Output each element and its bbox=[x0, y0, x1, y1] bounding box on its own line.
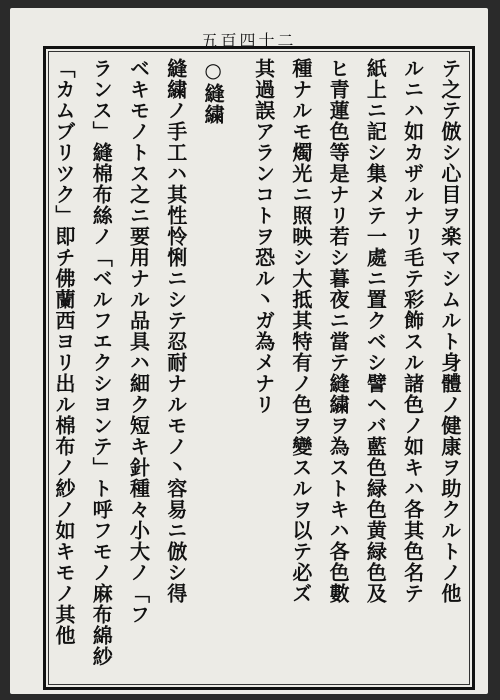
text-column-5: 種ナルモ燭光ニ照映シ大抵其特有ノ色ヲ變スルヲ以テ必ズ bbox=[288, 58, 313, 604]
text-column-3: 紙上ニ記シ集メテ一處ニ置クベシ譬ヘバ藍色緑色黄緑色及 bbox=[363, 58, 388, 604]
text-column-1: テ之テ倣シ心目ヲ楽マシムルト身體ノ健康ヲ助クルトノ他 bbox=[437, 58, 462, 604]
section-heading: ○縫繍 bbox=[201, 58, 226, 125]
text-column-6: 其過誤アランコトヲ恐ル丶ガ為メナリ bbox=[251, 58, 276, 415]
book-page bbox=[10, 8, 488, 694]
text-column-2: ルニハ如カザルナリ毛テ彩飾スル諸色ノ如キハ各其色名テ bbox=[400, 58, 425, 604]
text-column-9: ベキモノトス之ニ要用ナル品具ハ細ク短キ針種々小大ノ「フ bbox=[126, 58, 151, 625]
text-column-4: ヒ青蓮色等是ナリ若シ暮夜ニ當テ縫繍ヲ為ストキハ各色數 bbox=[326, 58, 351, 604]
text-column-11: 「カムブリツク」即チ佛蘭西ヨリ出ル棉布ノ紗ノ如キモノ其他 bbox=[52, 58, 76, 646]
page-number: 五百四十二 bbox=[201, 31, 297, 50]
vertical-text-body bbox=[52, 58, 462, 682]
text-column-10: ランス」縫棉布絲ノ「ベルフエクシヨンテ」ト呼フモノ麻布綿紗 bbox=[89, 58, 114, 667]
text-column-8: 縫繍ノ手工ハ其性怜悧ニシテ忍耐ナルモノ丶容易ニ倣シ得 bbox=[163, 58, 188, 604]
